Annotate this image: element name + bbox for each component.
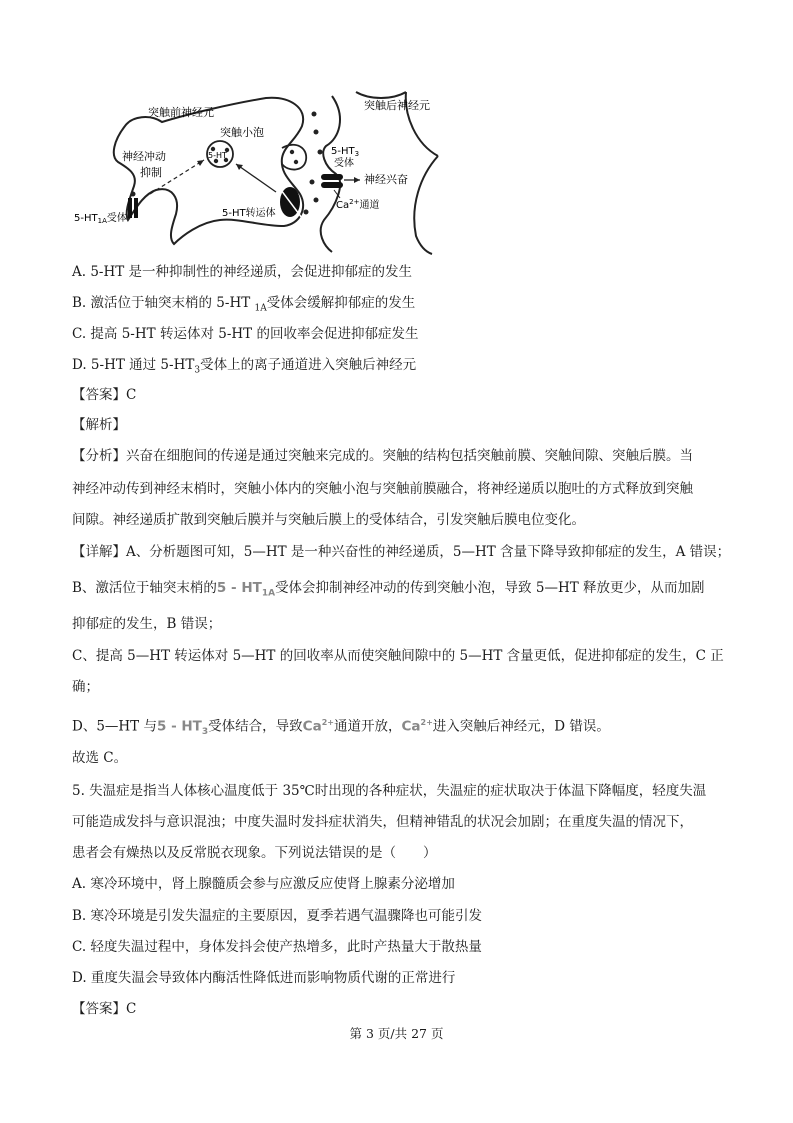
q4-detail-a: 【详解】A、分析题图可知，5—HT 是一种兴奋性的神经递质，5—HT 含量下降导致抑郁症的发生，A 错误；: [72, 544, 731, 560]
q4-analysis-tag: 【解析】: [72, 417, 126, 433]
label-receptor3: $5-HT_3$: [331, 146, 360, 158]
q4-option-d: D. 5-HT 通过 $5-HT_3$受体上的离子通道进入突触后神经元: [72, 357, 417, 376]
q4-option-a: A. 5-HT 是一种抑制性的神经递质，会促进抑郁症的发生: [72, 264, 413, 280]
q4-detail-c-2: 确；: [72, 679, 99, 695]
q5-option-c: C. 轻度失温过程中，身体发抖会使产热增多，此时产热量大于散热量: [72, 939, 482, 955]
q4-detail-d: D、5—HT 与$5 - HT_3$受体结合，导致$Ca^{2+}$通道开放，$Ca^{2+}$进入突触后神经元，D 错误。: [72, 718, 610, 738]
label-transmitter: 5-HT: [208, 151, 227, 160]
q4-detail-b-1: B、激活位于轴突末梢的$5 - HT_{1A}$受体会抑制神经冲动的传到突触小泡，导致 5—HT 释放更少，从而加剧: [72, 580, 705, 599]
q5-option-a: A. 寒冷环境中，肾上腺髓质会参与应激反应使肾上腺素分泌增加: [72, 876, 455, 892]
q4-option-c: C. 提高 5-HT 转运体对 5-HT 的回收率会促进抑郁症发生: [72, 326, 419, 342]
q4-option-b: B. 激活位于轴突末梢的 5-HT $_{1A}$受体会缓解抑郁症的发生: [72, 295, 416, 314]
label-inhibit: 抑制: [140, 166, 162, 179]
q5-stem-2: 可能造成发抖与意识混浊；中度失温时发抖症状消失，但精神错乱的状况会加剧；在重度失温的情况下，: [72, 814, 693, 830]
label-receptor1a: $5-HT_{1A}$受体: [74, 213, 127, 225]
q5-stem-1: 5. 失温症是指当人体核心温度低于 35℃时出现的各种症状，失温症的症状取决于体温下降幅度，轻度失温: [72, 783, 707, 799]
label-postsynaptic: 突触后神经元: [364, 99, 430, 112]
label-transporter: 5-HT转运体: [222, 208, 276, 219]
label-presynaptic: 突触前神经元: [148, 106, 214, 119]
synapse-diagram: [70, 86, 450, 256]
q4-fenxi-3: 间隙。神经递质扩散到突触后膜并与突触后膜上的受体结合，引发突触后膜电位变化。: [72, 512, 585, 528]
q4-detail-b-2: 抑郁症的发生，B 错误；: [72, 616, 222, 632]
q4-fenxi-1: 【分析】兴奋在细胞间的传递是通过突触来完成的。突触的结构包括突触前膜、突触间隙、突触后膜。当: [72, 448, 693, 464]
label-impulse: 神经冲动: [122, 150, 166, 163]
label-ca-channel: $Ca^{2+}$通道: [336, 198, 380, 211]
label-vesicle: 突触小泡: [220, 126, 264, 139]
q4-fenxi-2: 神经冲动传到神经末梢时，突触小体内的突触小泡与突触前膜融合，将神经递质以胞吐的方式释放到突触: [72, 481, 693, 497]
label-excite: 神经兴奋: [364, 173, 408, 186]
q5-option-b: B. 寒冷环境是引发失温症的主要原因，夏季若遇气温骤降也可能引发: [72, 908, 483, 924]
label-receptor3-word: 受体: [334, 158, 354, 169]
q5-option-d: D. 重度失温会导致体内酶活性降低进而影响物质代谢的正常进行: [72, 970, 456, 986]
page-footer: 第 3 页/共 27 页: [349, 1026, 444, 1041]
q4-conclusion: 故选 C。: [72, 750, 128, 766]
q4-answer: 【答案】C: [72, 387, 137, 403]
q5-stem-3: 患者会有燥热以及反常脱衣现象。下列说法错误的是（ ）: [72, 845, 437, 861]
q4-detail-c-1: C、提高 5—HT 转运体对 5—HT 的回收率从而使突触间隙中的 5—HT 含量更低，促进抑郁症的发生，C 正: [72, 648, 724, 664]
q5-answer: 【答案】C: [72, 1001, 137, 1017]
